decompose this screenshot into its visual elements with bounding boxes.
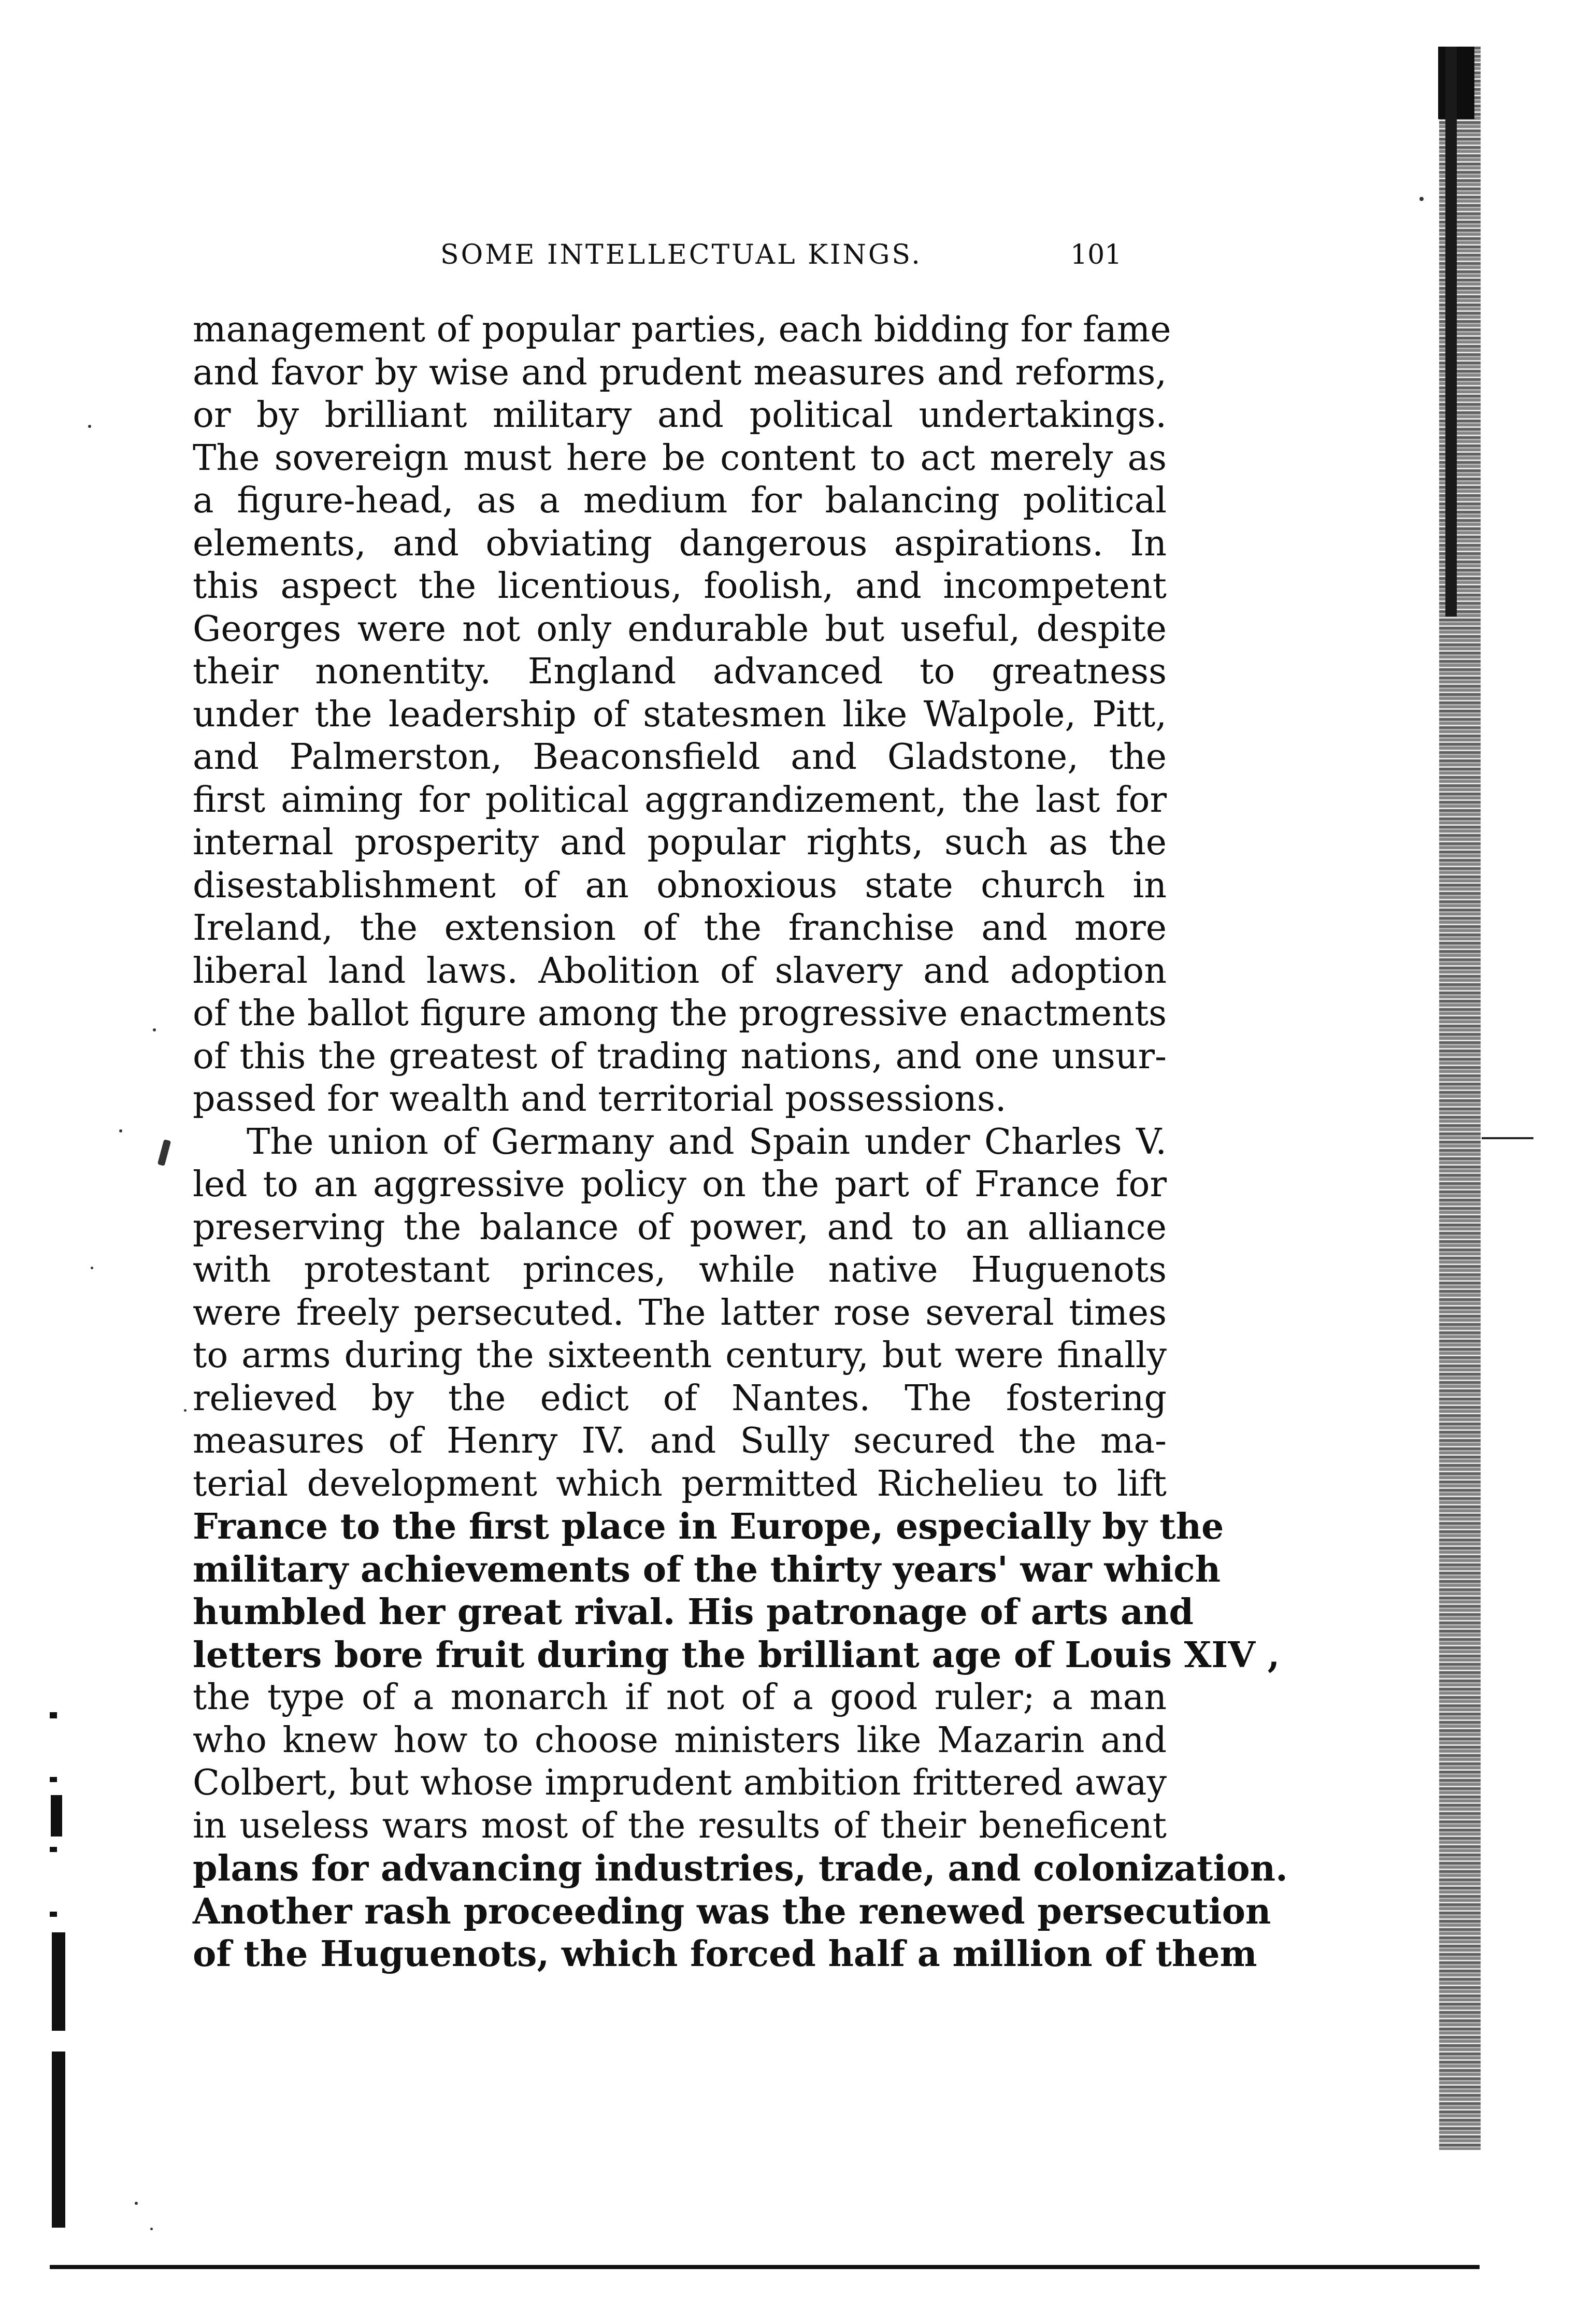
scan-speck [88, 425, 91, 428]
text-line: to arms during the sixteenth century, but were finally [193, 1335, 1167, 1376]
text-line: plans for advancing industries, trade, and colonization. [193, 1848, 1288, 1889]
text-line: Ireland, the extension of the franchise and more [193, 908, 1167, 949]
text-line: passed for wealth and territorial possessions. [193, 1079, 1007, 1120]
text-line: Georges were not only endurable but useful, despite [193, 608, 1167, 650]
text-line: under the leadership of statesmen like Walpole, Pitt, [193, 694, 1167, 735]
text-line: Colbert, but whose imprudent ambition frittered away [193, 1762, 1167, 1803]
text-line: humbled her great rival. His patronage of arts and [193, 1591, 1194, 1633]
text-line: management of popular parties, each bidding for fame [193, 309, 1171, 350]
text-line: this aspect the licentious, foolish, and incompetent [193, 566, 1167, 607]
scan-speck [135, 2202, 138, 2205]
running-head: SOME INTELLECTUAL KINGS. [440, 239, 922, 270]
text-line: or by brilliant military and political undertakings. [193, 395, 1167, 436]
text-line: liberal land laws. Abolition of slavery and adoption [193, 950, 1167, 992]
scan-speck [157, 1139, 171, 1166]
text-line: disestablishment of an obnoxious state church in [193, 865, 1167, 906]
text-line: a figure-head, as a medium for balancing political [193, 480, 1167, 521]
text-line: military achievements of the thirty years' war which [193, 1548, 1221, 1590]
margin-mark [52, 2052, 65, 2228]
margin-mark [50, 1912, 57, 1917]
text-line: of this the greatest of trading nations, and one unsur- [193, 1036, 1167, 1077]
text-line: in useless wars most of the results of their beneficent [193, 1805, 1167, 1846]
text-line: letters bore fruit during the brilliant age of Louis XIV , [193, 1634, 1280, 1676]
bottom-scan-rule [50, 2265, 1480, 2269]
text-line: of the Huguenots, which forced half a million of them [193, 1933, 1257, 1975]
margin-mark [50, 1712, 57, 1718]
text-line: elements, and obviating dangerous aspirations. In [193, 523, 1167, 564]
text-line: The sovereign must here be content to act merely as [193, 437, 1167, 479]
text-line: measures of Henry IV. and Sully secured the ma- [193, 1421, 1167, 1461]
text-line: were freely persecuted. The latter rose several times [193, 1292, 1167, 1333]
text-line: the type of a monarch if not of a good ruler; a man [193, 1677, 1167, 1718]
scan-speck [184, 1409, 187, 1412]
text-line: internal prosperity and popular rights, such as the [193, 822, 1167, 863]
scan-speck [91, 1267, 93, 1269]
page-number: 101 [1070, 239, 1122, 270]
edge-tick-mark [1482, 1137, 1533, 1139]
margin-mark [50, 1777, 57, 1782]
scan-speck [153, 1028, 156, 1031]
text-line: France to the first place in Europe, especially by the [193, 1506, 1224, 1547]
margin-mark [52, 1932, 65, 2031]
scan-speck [1419, 197, 1424, 201]
text-line: relieved by the edict of Nantes. The fostering [193, 1378, 1167, 1419]
text-line: first aiming for political aggrandizement, the last for [193, 779, 1167, 821]
text-line: of the ballot figure among the progressive enactments [193, 993, 1167, 1034]
body-text [193, 309, 1288, 1976]
text-line: terial development which permitted Richelieu to lift [193, 1463, 1167, 1504]
text-line: Another rash proceeding was the renewed persecution [193, 1890, 1271, 1932]
text-line: and Palmerston, Beaconsfield and Gladstone, the [193, 737, 1167, 778]
text-line: led to an aggressive policy on the part of France for [193, 1164, 1167, 1205]
scan-speck [119, 1129, 122, 1132]
scan-speck [150, 2228, 153, 2230]
binding-edge-dark [1445, 47, 1457, 616]
margin-mark [51, 1795, 62, 1837]
margin-mark [50, 1847, 57, 1852]
text-line: preserving the balance of power, and to an alliance [193, 1207, 1167, 1248]
text-line: The union of Germany and Spain under Charles V. [247, 1121, 1167, 1163]
text-line: their nonentity. England advanced to greatness [193, 651, 1167, 692]
text-line: and favor by wise and prudent measures and reforms, [193, 352, 1167, 393]
text-line: with protestant princes, while native Huguenots [193, 1250, 1167, 1290]
text-line: who knew how to choose ministers like Mazarin and [193, 1719, 1167, 1761]
